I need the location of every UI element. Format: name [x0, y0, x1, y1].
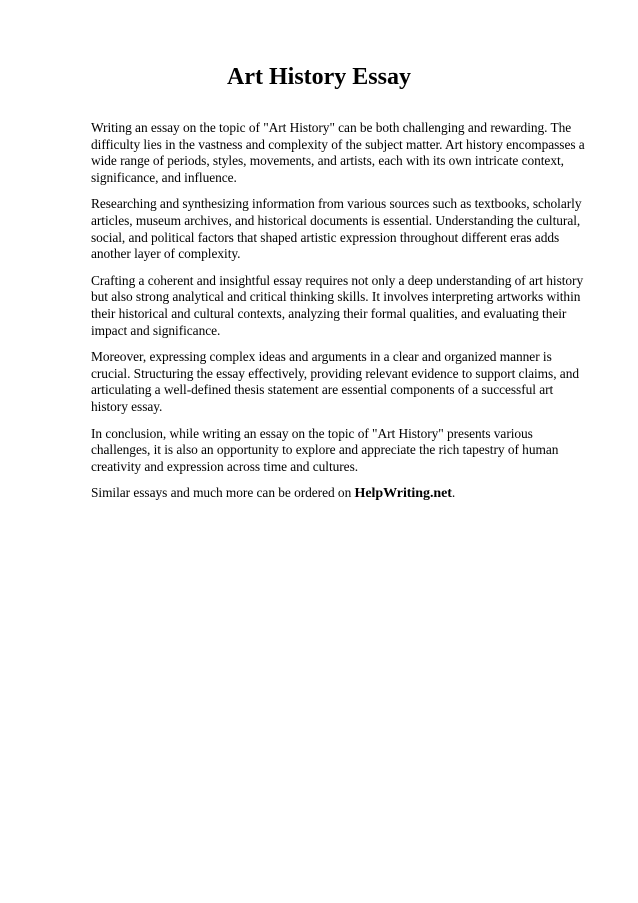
footer-prefix: Similar essays and much more can be ordered on [91, 485, 355, 501]
footer-suffix: . [451, 485, 456, 501]
footer-line [91, 485, 593, 503]
paragraph-4: Moreover, expressing complex ideas and arguments in a clear and organized manner is crucial. Structuring the essay effectively, providing relevant evidence to support claims, and articulating a well-defined thesis statement are essential components of a successful art history essay. [91, 349, 579, 414]
page-title: Art History Essay [227, 64, 411, 90]
paragraph-1: Writing an essay on the topic of "Art History" can be both challenging and rewarding. The difficulty lies in the vastness and complexity of the subject matter. Art history encompasses a wide range of periods, styles, movements, and artists, each with its own intricate context, significance, and influence. [91, 120, 585, 185]
paragraph-3: Crafting a coherent and insightful essay requires not only a deep understanding of art history but also strong analytical and critical thinking skills. It involves interpreting artworks within their historical and cultural contexts, analyzing their formal qualities, and evaluating their impact and significance. [91, 272, 584, 338]
paragraph-5: In conclusion, while writing an essay on the topic of "Art History" presents various challenges, it is also an opportunity to explore and appreciate the rich tapestry of human creativity and expression across time and cultures. [91, 425, 559, 474]
brand-link[interactable]: HelpWriting.net [354, 486, 452, 502]
paragraph-2: Researching and synthesizing information from various sources such as textbooks, scholarly articles, museum archives, and historical documents is essential. Understanding the cultural, social, and political factors that shaped artistic expression throughout different eras adds another layer of complexity. [91, 196, 582, 262]
essay-body [91, 120, 593, 513]
